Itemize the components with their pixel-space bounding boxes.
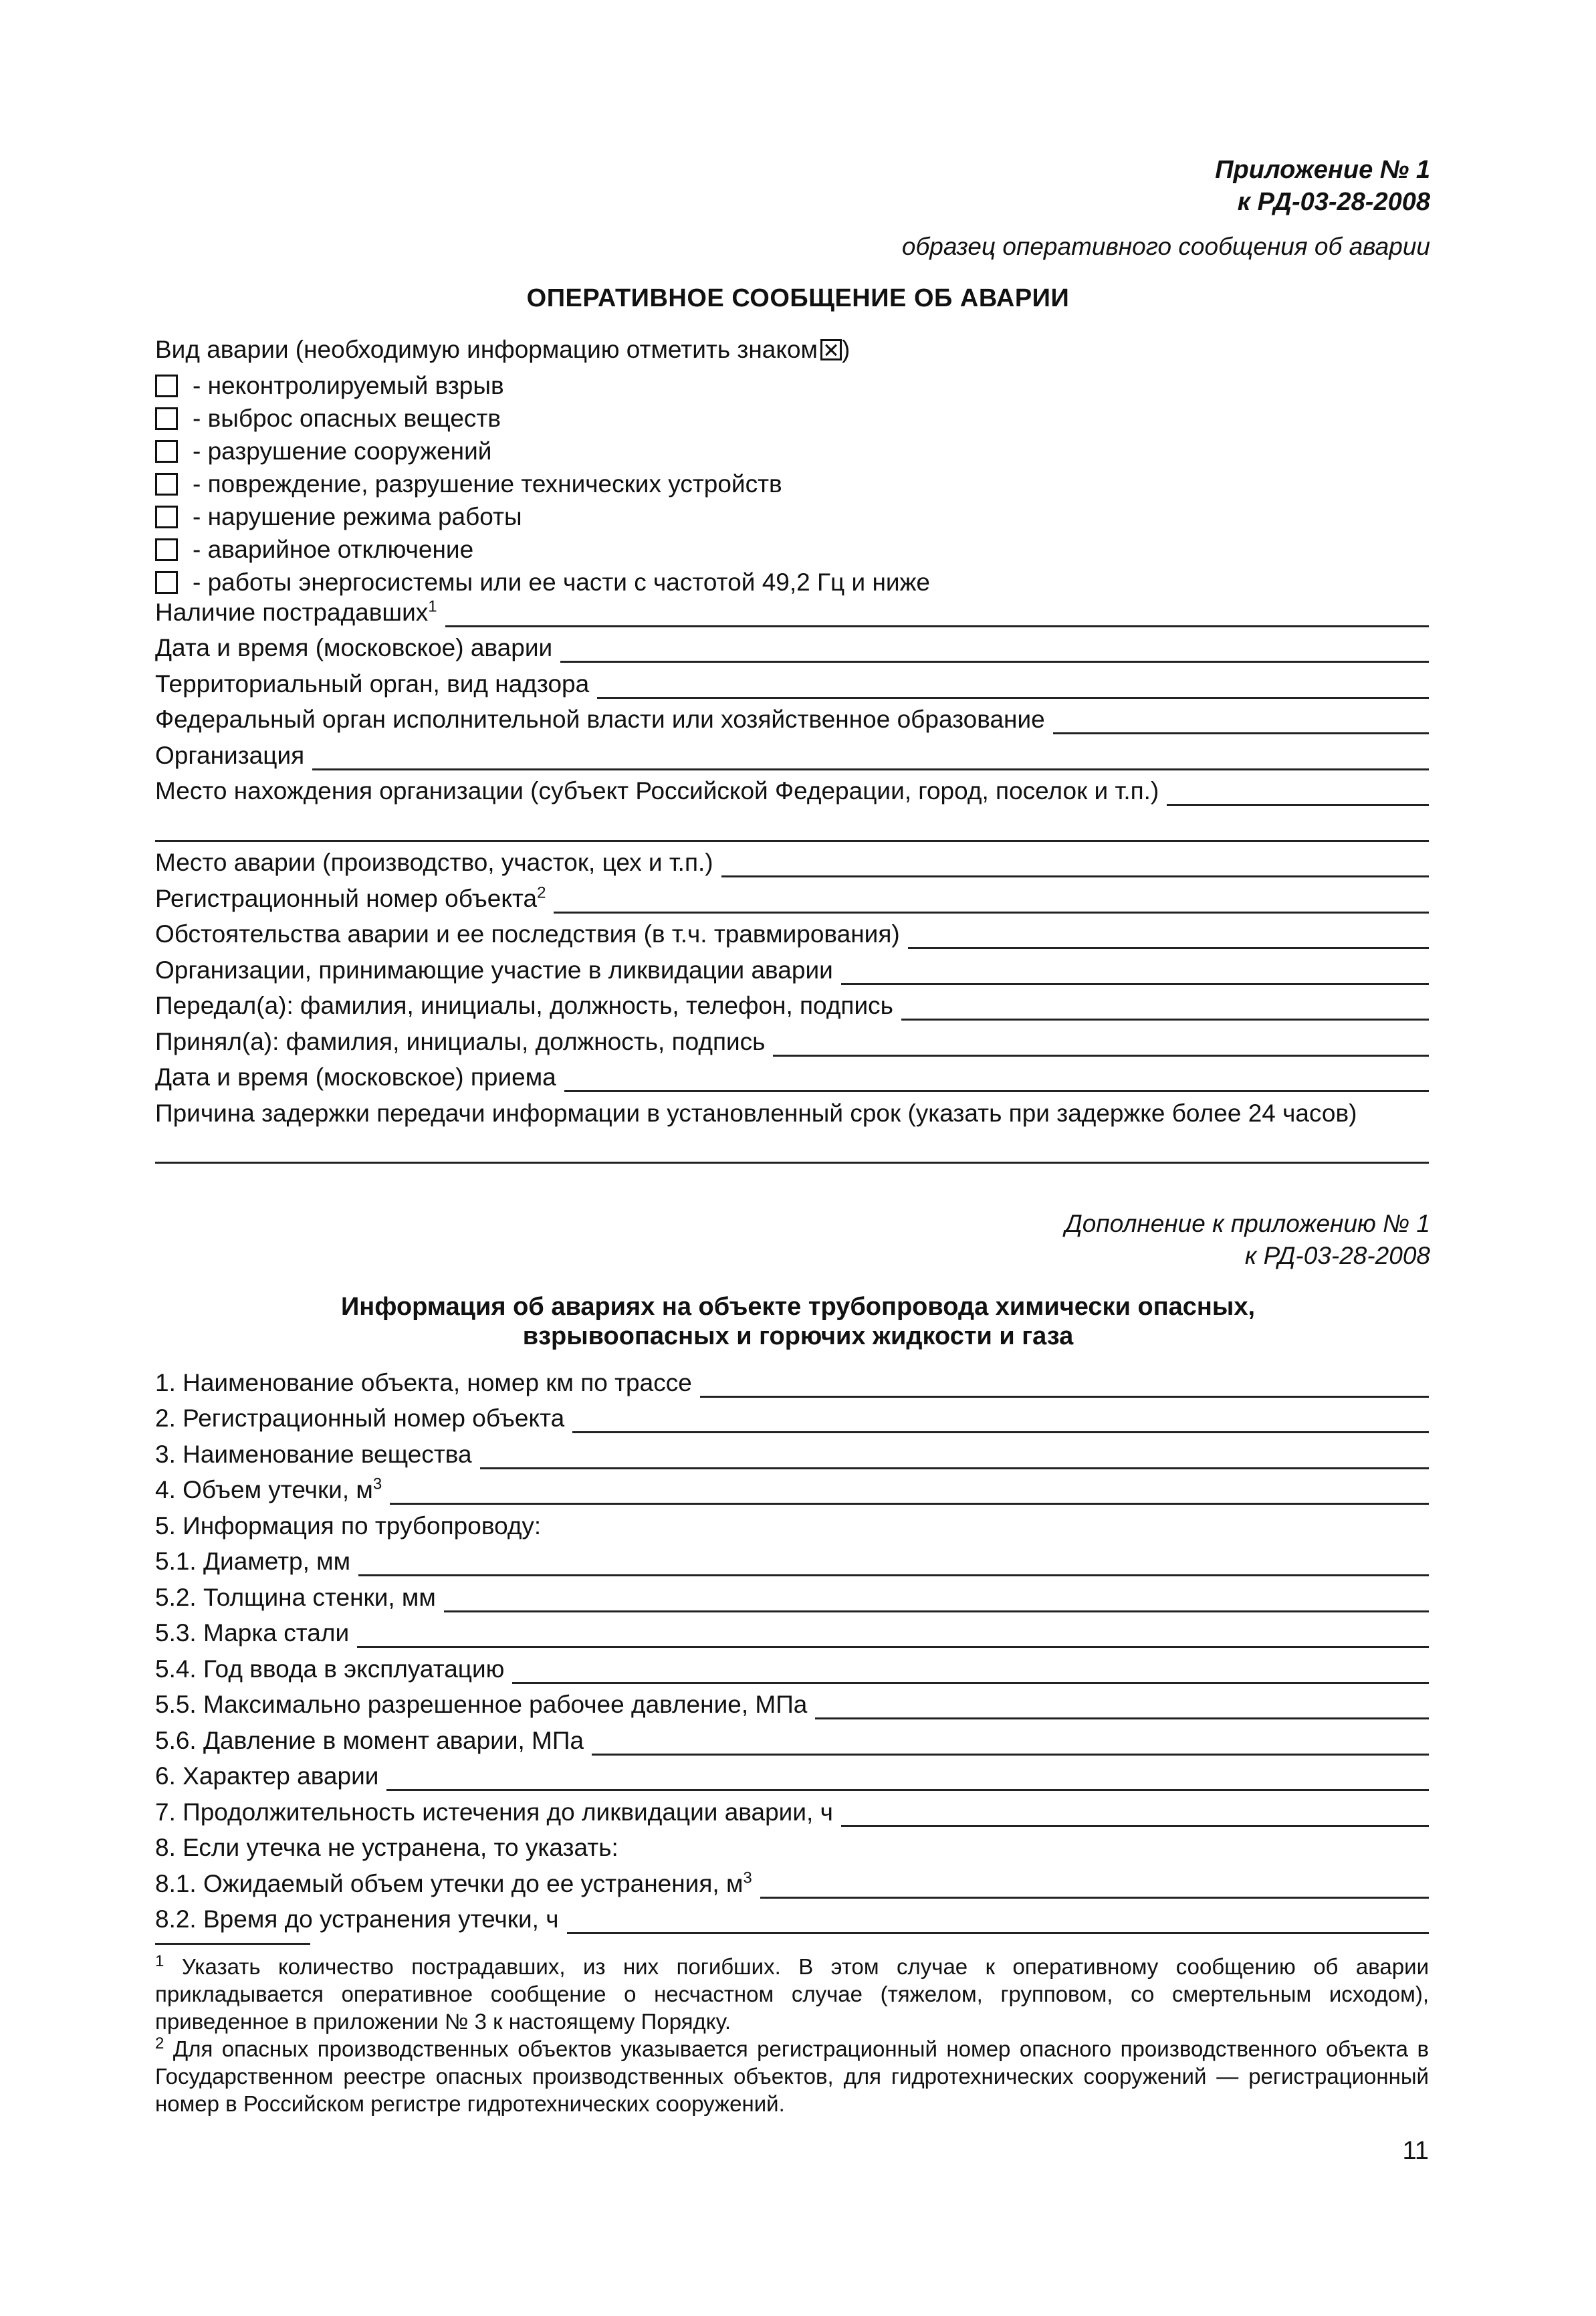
field-steel-grade [155, 1615, 1429, 1651]
field-organization-location-continued [155, 809, 1429, 845]
field-label: Обстоятельства аварии и ее последствия (в т.ч. травмирования) [155, 920, 900, 948]
footnote-mark: 1 [155, 1952, 164, 1970]
field-input-line[interactable] [386, 1770, 1429, 1791]
sample-note: образец оперативного сообщения об аварии [901, 233, 1430, 260]
field-input-line[interactable] [390, 1484, 1429, 1505]
appendix-header [1215, 154, 1430, 218]
field-registration-number [155, 880, 1429, 916]
field-label: 1. Наименование объекта, номер км по трассе [155, 1368, 692, 1396]
pipeline-title-line2: взрывоопасных и горючих жидкости и газа [522, 1322, 1074, 1350]
field-input-line[interactable] [567, 1913, 1430, 1934]
field-object-registration [155, 1400, 1429, 1437]
field-liquidation-organizations [155, 952, 1429, 988]
footnote-separator [155, 1943, 310, 1945]
checkbox[interactable] [155, 375, 178, 397]
footnote-ref: 2 [537, 883, 546, 902]
option-label: - разрушение сооружений [193, 437, 492, 465]
field-diameter [155, 1544, 1429, 1580]
field-input-line[interactable] [444, 1592, 1429, 1612]
field-federal-body [155, 702, 1429, 738]
field-input-line[interactable] [560, 642, 1429, 663]
appendix-reference: к РД-03-28-2008 [1237, 188, 1430, 216]
field-input-line[interactable] [815, 1699, 1429, 1719]
field-label: 5.3. Марка стали [155, 1619, 350, 1647]
field-accident-pressure [155, 1722, 1429, 1758]
field-label: 8.2. Время до устранения утечки, ч [155, 1905, 559, 1933]
field-input-line[interactable] [572, 1412, 1429, 1433]
field-delay-reason [155, 1095, 1429, 1131]
field-input-line[interactable] [564, 1071, 1429, 1092]
pipeline-title-line1: Информация об авариях на объекте трубопровода химически опасных, [340, 1293, 1256, 1321]
field-label: 8. Если утечка не устранена, то указать: [155, 1834, 618, 1861]
checkbox[interactable] [155, 538, 178, 561]
field-label: Наличие пострадавших$^1$ [155, 597, 437, 626]
field-label: 4. Объем утечки, $м^3$ [155, 1475, 382, 1503]
field-label: Регистрационный номер объекта$^2$ [155, 883, 546, 912]
option-mode-violation [155, 500, 930, 533]
field-label: 5. Информация по трубопроводу: [155, 1511, 542, 1540]
field-organization [155, 737, 1429, 773]
field-outflow-duration [155, 1794, 1429, 1830]
field-time-to-fix [155, 1901, 1429, 1937]
checkbox[interactable] [155, 506, 178, 528]
field-received-by [155, 1023, 1429, 1059]
field-label: 5.5. Максимально разрешенное рабочее давление, МПа [155, 1691, 808, 1718]
option-structure-destruction [155, 435, 930, 467]
field-delay-reason-line [155, 1131, 1429, 1167]
accident-kind-options [155, 369, 930, 599]
field-wall-thickness [155, 1579, 1429, 1615]
checkbox[interactable] [155, 473, 178, 496]
field-label: Причина задержки передачи информации в установленный срок (указать при задержке более 24 часов) [155, 1099, 1357, 1127]
field-label: 3. Наименование вещества [155, 1440, 472, 1468]
field-input-line[interactable] [554, 893, 1429, 914]
option-label: - выброс опасных веществ [193, 404, 501, 432]
field-label: 5.4. Год ввода в эксплуатацию [155, 1655, 505, 1683]
field-expected-leak-volume [155, 1865, 1429, 1901]
field-label: 7. Продолжительность истечения до ликвидации аварии, ч [155, 1798, 833, 1826]
field-leak-not-fixed [155, 1830, 1429, 1866]
field-accident-place [155, 845, 1429, 881]
field-label: 5.1. Диаметр, мм [155, 1548, 351, 1575]
field-input-line[interactable] [908, 928, 1429, 949]
option-label: - работы энергосистемы или ее части с частотой 49,2 Гц и ниже [193, 568, 930, 596]
option-uncontrolled-explosion [155, 369, 930, 402]
field-label: 5.6. Давление в момент аварии, МПа [155, 1726, 584, 1754]
accident-report-form [155, 594, 1429, 1166]
pipeline-section-title [0, 1292, 1596, 1351]
field-label: Место нахождения организации (субъект Российской Федерации, город, поселок и т.п.) [155, 777, 1159, 805]
field-label: Организация [155, 741, 305, 769]
option-label: - аварийное отключение [193, 535, 474, 563]
footnote-1-text: Указать количество пострадавших, из них погибших. В этом случае к оперативному сообщению об аварии прикладывается оперативное сообщение о несчастном случае (тяжелом, групповом, со смертельным исходом), приведенное в приложении № 3 к настоящему Порядку. [155, 1954, 1430, 2034]
field-input-line[interactable] [445, 607, 1429, 627]
option-hazardous-release [155, 402, 930, 435]
field-label: 6. Характер аварии [155, 1762, 379, 1790]
field-label: Дата и время (московское) приема [155, 1063, 556, 1091]
superscript: 3 [743, 1869, 752, 1887]
field-label: Дата и время (московское) аварии [155, 634, 553, 661]
field-label: 2. Регистрационный номер объекта [155, 1404, 565, 1432]
footnote-ref: 1 [428, 597, 437, 616]
field-object-name [155, 1364, 1429, 1400]
field-input-line[interactable] [358, 1556, 1429, 1576]
field-label: Федеральный орган исполнительной власти или хозяйственное образование [155, 706, 1045, 733]
field-input-line[interactable] [773, 1036, 1429, 1057]
field-territorial-body [155, 665, 1429, 702]
field-label: 5.2. Толщина стенки, мм [155, 1583, 436, 1611]
field-label: Организации, принимающие участие в ликвидации аварии [155, 956, 833, 984]
accident-kind-label [155, 336, 850, 364]
field-reception-datetime [155, 1059, 1429, 1095]
field-input-line[interactable] [155, 821, 1429, 842]
page-number: 11 [1402, 2137, 1429, 2165]
field-input-line[interactable] [357, 1627, 1429, 1648]
option-emergency-shutdown [155, 533, 930, 566]
field-label: Место аварии (производство, участок, цех и т.п.) [155, 849, 713, 876]
field-input-line[interactable] [721, 857, 1429, 877]
page-title: ОПЕРАТИВНОЕ СООБЩЕНИЕ ОБ АВАРИИ [526, 284, 1070, 312]
field-input-line[interactable] [1053, 714, 1429, 734]
field-input-line[interactable] [1167, 785, 1429, 806]
field-input-line[interactable] [512, 1663, 1429, 1684]
supplement-reference: к РД-03-28-2008 [1244, 1242, 1430, 1269]
footnote-1 [155, 1953, 1429, 2035]
field-circumstances [155, 916, 1429, 952]
field-input-line[interactable] [760, 1878, 1429, 1899]
field-pipeline-info [155, 1507, 1429, 1544]
field-input-line[interactable] [841, 964, 1429, 985]
field-accident-character [155, 1758, 1429, 1794]
footnote-mark: 2 [155, 2034, 164, 2052]
footnote-2 [155, 2035, 1429, 2117]
field-accident-datetime [155, 630, 1429, 666]
field-substance-name [155, 1436, 1429, 1472]
field-leak-volume [155, 1472, 1429, 1508]
field-input-line[interactable] [841, 1806, 1429, 1827]
field-input-line[interactable] [597, 678, 1429, 699]
field-input-line[interactable] [480, 1449, 1429, 1469]
supplement-header [1065, 1208, 1430, 1272]
field-commission-year [155, 1651, 1429, 1687]
field-label: Принял(а): фамилия, инициалы, должность, подпись [155, 1027, 766, 1055]
field-input-line[interactable] [901, 1000, 1429, 1021]
checkbox[interactable] [155, 440, 178, 463]
footnotes [155, 1953, 1429, 2117]
appendix-number: Приложение № 1 [1215, 156, 1430, 184]
field-max-pressure [155, 1687, 1429, 1723]
checkbox[interactable] [155, 571, 178, 594]
option-label: - неконтролируемый взрыв [193, 371, 504, 399]
field-transmitted-by [155, 988, 1429, 1024]
option-label: - повреждение, разрушение технических устройств [193, 469, 782, 498]
field-label: Передал(а): фамилия, инициалы, должность, телефон, подпись [155, 992, 893, 1019]
field-input-line[interactable] [312, 750, 1429, 770]
field-label: 8.1. Ожидаемый объем утечки до ее устранения, $м^3$ [155, 1869, 752, 1897]
field-label: Территориальный орган, вид надзора [155, 669, 590, 698]
option-label: - нарушение режима работы [193, 502, 522, 530]
pipeline-form [155, 1364, 1429, 1937]
field-input-line[interactable] [592, 1735, 1429, 1756]
option-device-damage [155, 467, 930, 500]
field-victims [155, 594, 1429, 630]
checkbox[interactable] [155, 407, 178, 430]
checked-box-icon [820, 339, 842, 360]
superscript: 3 [372, 1475, 382, 1493]
footnote-2-text: Для опасных производственных объектов указывается регистрационный номер опасного производственного объекта в Государственном реестре опасных производственных объектов, для гидротехнических сооружений — регистрационный номер в Российском регистре гидротехнических сооружений. [155, 2036, 1429, 2116]
field-input-line[interactable] [700, 1377, 1429, 1398]
kind-label-suffix: ) [841, 336, 850, 363]
kind-label-text: Вид аварии (необходимую информацию отметить знаком [155, 336, 818, 363]
field-organization-location [155, 773, 1429, 809]
supplement-heading: Дополнение к приложению № 1 [1064, 1210, 1430, 1237]
field-input-line[interactable] [155, 1143, 1429, 1164]
